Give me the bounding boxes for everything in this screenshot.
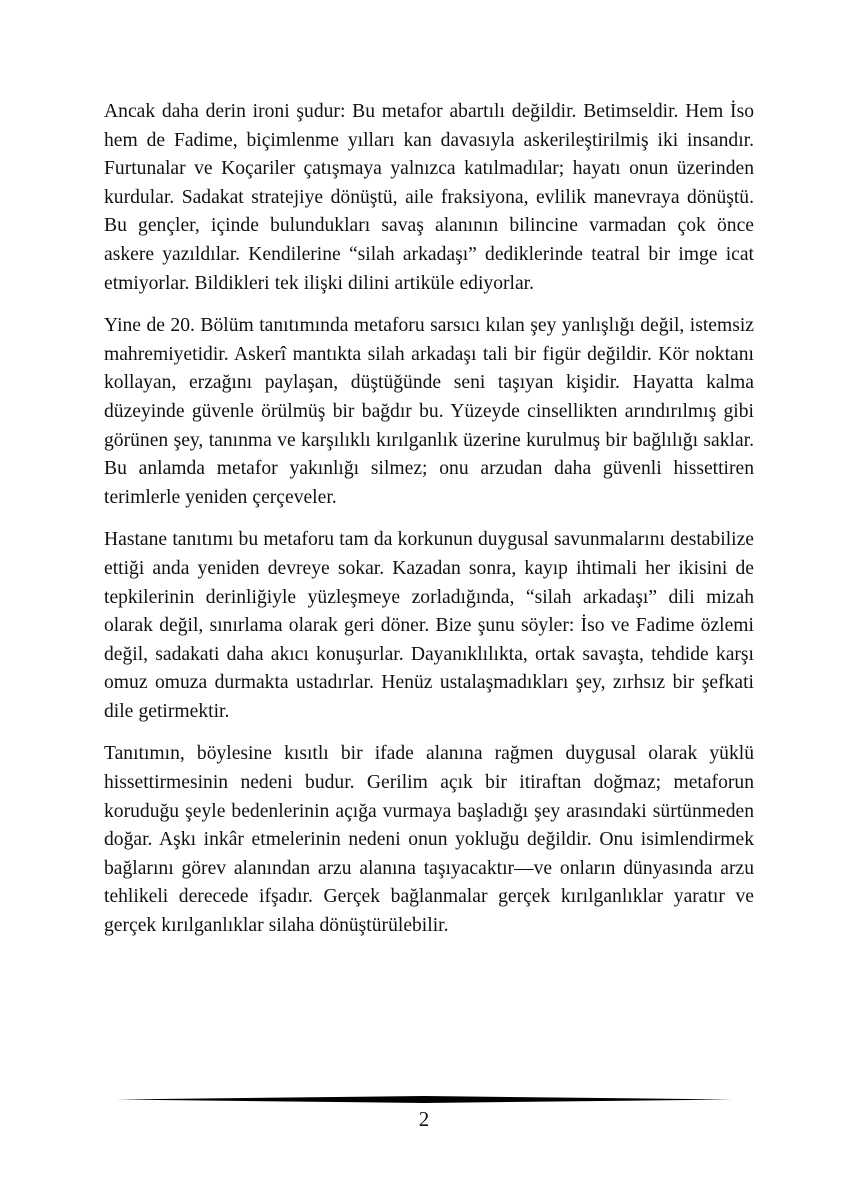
paragraph-1: Ancak daha derin ironi şudur: Bu metafor abartılı değildir. Betimseldir. Hem İso hem de Fadime, biçimlenme yılları kan davasıyla askerileştirilmiş iki insandır. Furtunalar ve Koçariler çatışmaya yalnızca katılmadılar; hayatı onun üzerinden kurdular. Sadakat stratejiye dönüştü, aile fraksiyona, evlilik manevraya dönüştü. Bu gençler, içinde bulundukları savaş alanının bilincine varmadan çok önce askere yazıldılar. Kendilerine “silah arkadaşı” dediklerinde teatral bir imge icat etmiyorlar. Bildikleri tek ilişki dilini artiküle ediyorlar. [104,101,754,294]
page-number: 2 [418,1107,430,1131]
paragraph-3: Hastane tanıtımı bu metaforu tam da korkunun duygusal savunmalarını destabilize ettiği anda yeniden devreye sokar. Kazadan sonra, kayıp ihtimali her ikisini de tepkilerinin derinliğiyle yüzleşmeye zorladığında, “silah arkadaşı” dili mizah olarak değil, sınırlama olarak geri döner. Bize şunu söyler: İso ve Fadime özlemi değil, sadakati daha akıcı konuşurlar. Dayanıklılıkta, ortak savaşta, tehdide karşı omuz omuza durmakta ustadırlar. Henüz ustalaşmadıkları şey, zırhsız bir şefkati dile getirmektir. [104,529,754,722]
paragraph-2: Yine de 20. Bölüm tanıtımında metaforu sarsıcı kılan şey yanlışlığı değil, istemsiz mahremiyetidir. Askerî mantıkta silah arkadaşı tali bir figür değildir. Kör noktanı kollayan, erzağını paylaşan, düştüğünde seni taşıyan kişidir. Hayatta kalma düzeyinde güvenle örülmüş bir bağdır bu. Yüzeyde cinsellikten arındırılmış gibi görünen şey, tanınma ve karşılıklı kırılganlık üzerine kurulmuş bir bağlılığı saklar. Bu anlamda metafor yakınlığı silmez; onu arzudan daha güvenli hissettiren terimlerle yeniden çerçeveler. [104,315,754,508]
paragraph-4: Tanıtımın, böylesine kısıtlı bir ifade alanına rağmen duygusal olarak yüklü hissettirmesinin nedeni budur. Gerilim açık bir itiraftan doğmaz; metaforun koruduğu şeyle bedenlerinin açığa vurmaya başladığı şey arasındaki sürtünmeden doğar. Aşkı inkâr etmelerinin nedeni onun yokluğu değildir. Onu isimlendirmek bağlarını görev alanından arzu alanına taşıyacaktır—ve onların dünyasında arzu tehlikeli derecede ifşadır. Gerçek bağlanmalar gerçek kırılganlıklar yaratır ve gerçek kırılganlıklar silaha dönüştürülebilir. [104,743,754,937]
footer-divider [116,1096,732,1103]
footer-divider-graphic [116,1096,732,1103]
page-body [104,98,754,955]
